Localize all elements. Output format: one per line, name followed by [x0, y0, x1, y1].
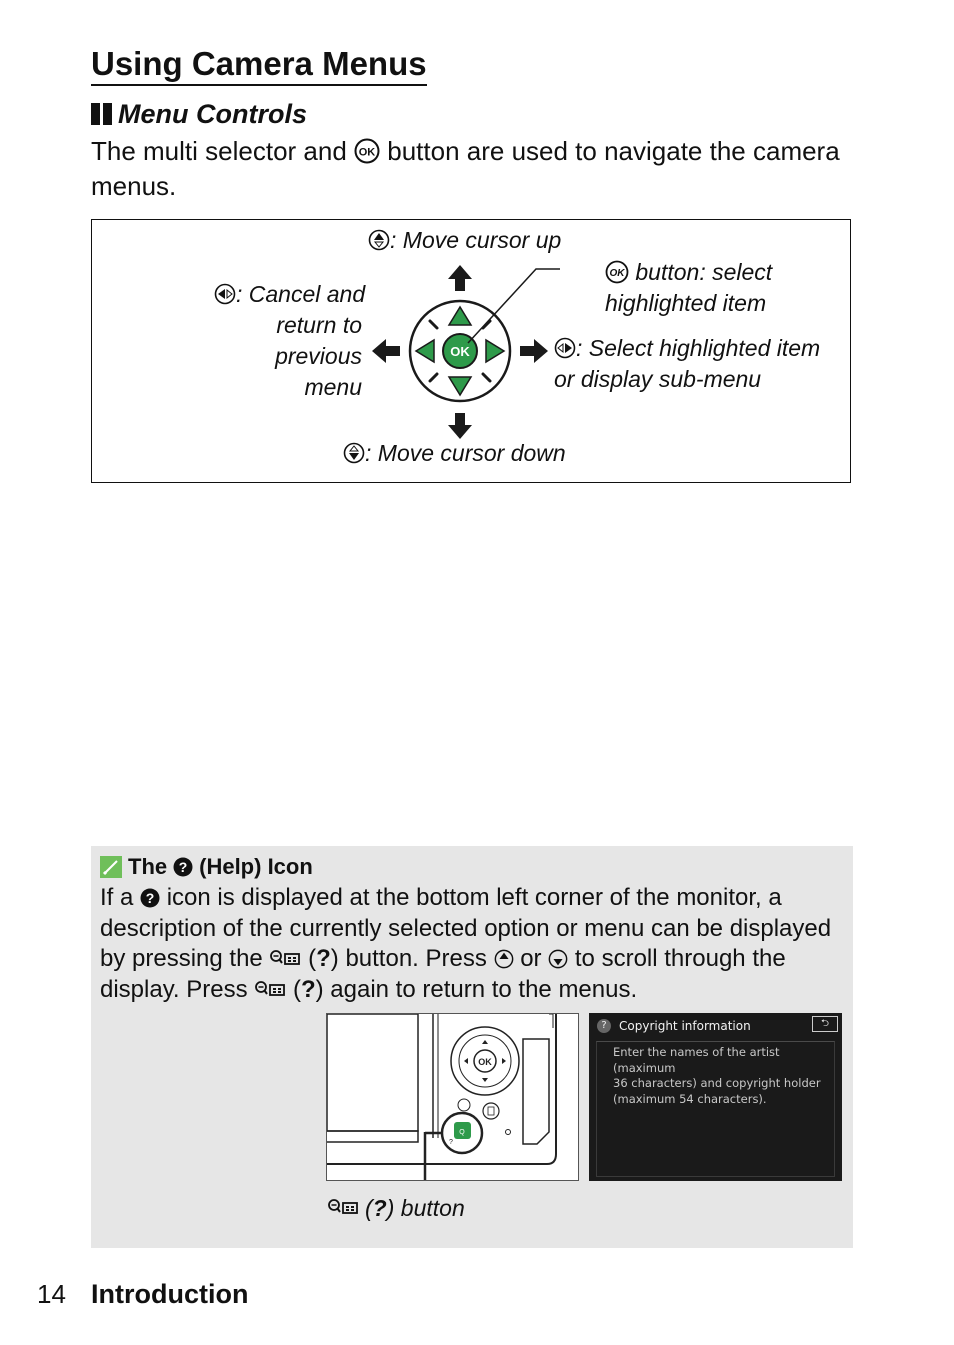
intro-text-a: The multi selector and — [91, 136, 347, 166]
up-press-icon — [494, 949, 514, 969]
section-name: Introduction — [91, 1279, 249, 1309]
intro-paragraph — [91, 134, 851, 204]
screen-title: Copyright information — [619, 1019, 751, 1033]
svg-text:Q: Q — [459, 1129, 465, 1136]
multi-selector-graphic — [360, 255, 560, 445]
down-press-icon — [343, 442, 365, 464]
ok-label: OK button: select highlighted item — [605, 259, 773, 316]
back-icon: ⮌ — [812, 1016, 838, 1032]
down-arrow-icon — [448, 413, 472, 439]
zoom-out-thumbnail-icon — [269, 949, 301, 969]
help-note-text: If a ? icon is displayed at the bottom left corner of the monitor, a description of the currently selected option or menu can be displayed by pressing the (?) button. Press or to scroll through the display. Press (?) again to return to the menus. — [100, 884, 832, 1003]
svg-text:OK: OK — [358, 146, 376, 159]
right-press-icon — [554, 337, 576, 359]
screen-help-text: Enter the names of the artist (maximum 36 characters) and copyright holder (maximum 54 characters). — [596, 1041, 835, 1177]
help-button-caption: (?) button — [327, 1193, 465, 1223]
up-label: : Move cursor up — [368, 225, 561, 256]
page-number: 14 — [37, 1279, 66, 1309]
zoom-out-thumbnail-icon — [327, 1198, 359, 1218]
help-note-heading: The ? (Help) Icon — [100, 852, 313, 882]
section-heading — [91, 98, 307, 130]
page-title: Using Camera Menus — [91, 44, 427, 86]
section-heading-text: Menu Controls — [118, 99, 307, 129]
down-press-icon — [548, 949, 568, 969]
section-marker-icon — [91, 103, 112, 125]
left-label: : Cancel and return to previous menu — [214, 279, 362, 403]
monitor-help-screen — [589, 1013, 842, 1181]
camera-back-illustration — [326, 1013, 579, 1181]
up-arrow-icon — [448, 265, 472, 291]
monitor-outline — [327, 1014, 418, 1131]
svg-text:OK: OK — [609, 268, 625, 279]
svg-text:OK: OK — [450, 344, 470, 359]
svg-text:?: ? — [449, 1139, 453, 1146]
screen-title-bar — [589, 1013, 842, 1039]
down-label: : Move cursor down — [343, 438, 566, 469]
left-arrow-icon — [372, 339, 400, 363]
up-press-icon — [368, 229, 390, 251]
right-arrow-icon — [520, 339, 548, 363]
trash-button-icon — [483, 1103, 499, 1119]
svg-text:?: ? — [178, 859, 188, 875]
svg-text:?: ? — [145, 890, 155, 906]
ok-button-icon — [605, 260, 629, 284]
svg-text:OK: OK — [478, 1057, 492, 1067]
help-icon: ? — [597, 1019, 611, 1033]
pencil-note-icon — [100, 856, 122, 878]
left-press-icon — [214, 283, 236, 305]
zoom-out-thumbnail-icon — [254, 980, 286, 1000]
help-circle-icon — [140, 888, 160, 908]
ok-button-icon — [354, 138, 380, 164]
intro-text-b: button are used to navigate the camera menus. — [91, 136, 840, 201]
right-label: : Select highlighted item or display sub-menu — [554, 335, 821, 392]
help-circle-icon — [173, 857, 193, 877]
